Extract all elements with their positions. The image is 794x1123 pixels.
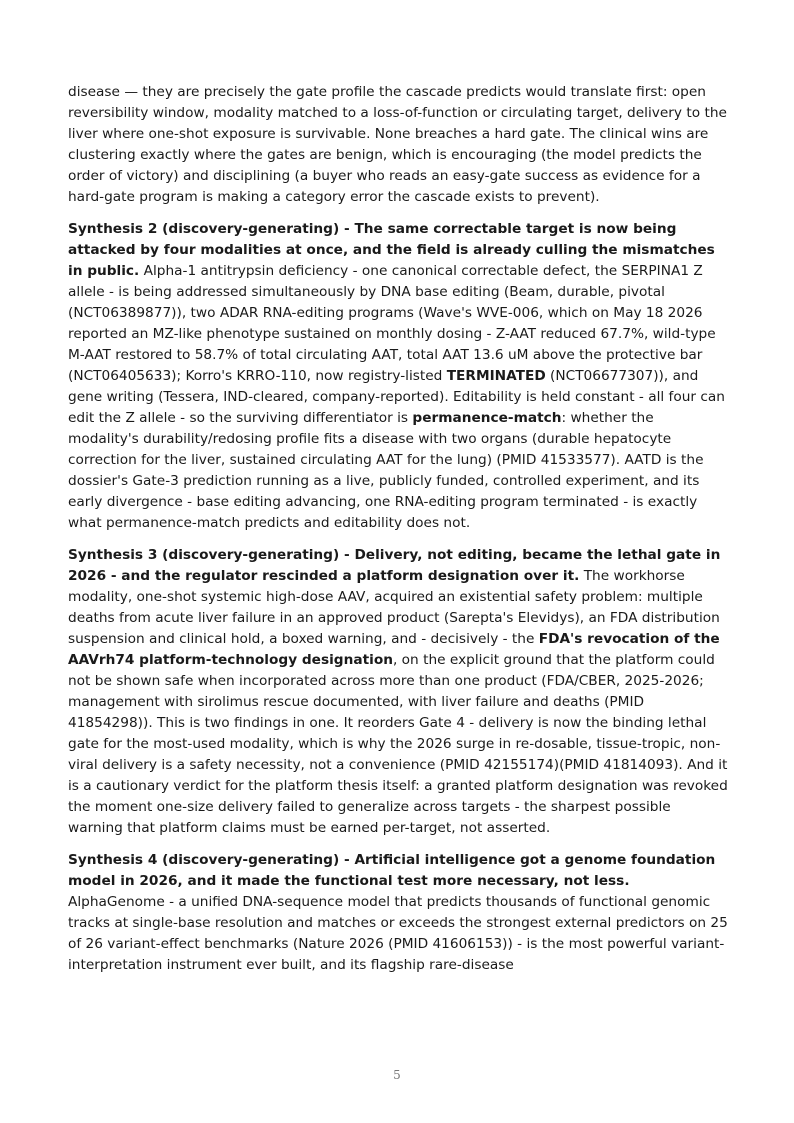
emphasis-permanence-match: permanence-match — [412, 410, 562, 426]
emphasis-fda-revocation: FDA's revocation of the AAVrh74 platform-technology designation — [68, 631, 720, 668]
synthesis-2-heading: Synthesis 2 (discovery-generating) - The same correctable target is now being attacked by four modalities at once, and the field is already culling the mismatches in public. — [68, 221, 715, 279]
synthesis-3-heading: Synthesis 3 (discovery-generating) - Delivery, not editing, became the lethal gate in 2026 - and the regulator rescinded a platform designation over it. — [68, 547, 721, 584]
synthesis-4-heading: Synthesis 4 (discovery-generating) - Artificial intelligence got a genome foundation model in 2026, and it made the functional test more necessary, not less. — [68, 852, 716, 889]
page-number: 5 — [393, 1068, 401, 1082]
document-body — [68, 82, 728, 987]
paragraph-continuation — [68, 82, 728, 208]
paragraph-text: , on the explicit ground that the platform could not be shown safe when incorporated across more than one product (FDA/CBER, 2025-2026; management with sirolimus rescue documented, with liver failure and deaths (PMID 41854298)). This is two findings in one. It reorders Gate 4 - delivery is now the binding lethal gate for the most-used modality, which is why the 2026 surge in re-dosable, tissue-tropic, non-viral delivery is a safety necessity, not a convenience (PMID 42155174)(PMID 41814093). And it is a cautionary verdict for the platform thesis itself: a granted platform designation was revoked the moment one-size delivery failed to generalize across targets - the sharpest possible warning that platform claims must be earned per-target, not asserted. — [68, 652, 728, 836]
paragraph-text: The workhorse modality, one-shot systemic high-dose AAV, acquired an existential safety problem: multiple deaths from acute liver failure in an approved product (Sarepta's Elevidys), an FDA distribution suspension and clinical hold, a boxed warning, and - decisively - the — [68, 568, 720, 647]
synthesis-3-paragraph — [68, 545, 728, 839]
paragraph-text: AlphaGenome - a unified DNA-sequence model that predicts thousands of functional genomic tracks at single-base resolution and matches or exceeds the strongest external predictors on 25 of 26 variant-effect benchmarks (Nature 2026 (PMID 41606153)) - is the most powerful variant-interpretation instrument ever built, and its flagship rare-disease — [68, 894, 728, 973]
paragraph-text: disease — they are precisely the gate profile the cascade predicts would translate first: open reversibility window, modality matched to a loss-of-function or circulating target, delivery to the liver where one-shot exposure is survivable. None breaches a hard gate. The clinical wins are clustering exactly where the gates are benign, which is encouraging (the model predicts the order of victory) and disciplining (a buyer who reads an easy-gate success as evidence for a hard-gate program is making a category error the cascade exists to prevent). — [68, 84, 727, 205]
paragraph-text: : whether the modality's durability/redosing profile fits a disease with two organs (durable hepatocyte correction for the liver, sustained circulating AAT for the lung) (PMID 41533577). AATD is the dossier's Gate-3 prediction running as a live, publicly funded, controlled experiment, and its early divergence - base editing advancing, one RNA-editing program terminated - is exactly what permanence-match predicts and editability does not. — [68, 410, 704, 531]
paragraph-text: (NCT06677307)), and gene writing (Tessera, IND-cleared, company-reported). Editability is held constant - all four can edit the Z allele - so the surviving differentiator is — [68, 368, 725, 426]
paragraph-text: Alpha-1 antitrypsin deficiency - one canonical correctable defect, the SERPINA1 Z allele - is being addressed simultaneously by DNA base editing (Beam, durable, pivotal (NCT06389877)), two ADAR RNA-editing programs (Wave's WVE-006, which on May 18 2026 reported an MZ-like phenotype sustained on monthly dosing - Z-AAT reduced 67.7%, wild-type M-AAT restored to 58.7% of total circulating AAT, total AAT 13.6 uM above the protective bar (NCT06405633); Korro's KRRO-110, now registry-listed — [68, 263, 716, 384]
emphasis-terminated: TERMINATED — [446, 368, 546, 384]
synthesis-4-paragraph — [68, 850, 728, 976]
synthesis-2-paragraph — [68, 219, 728, 534]
